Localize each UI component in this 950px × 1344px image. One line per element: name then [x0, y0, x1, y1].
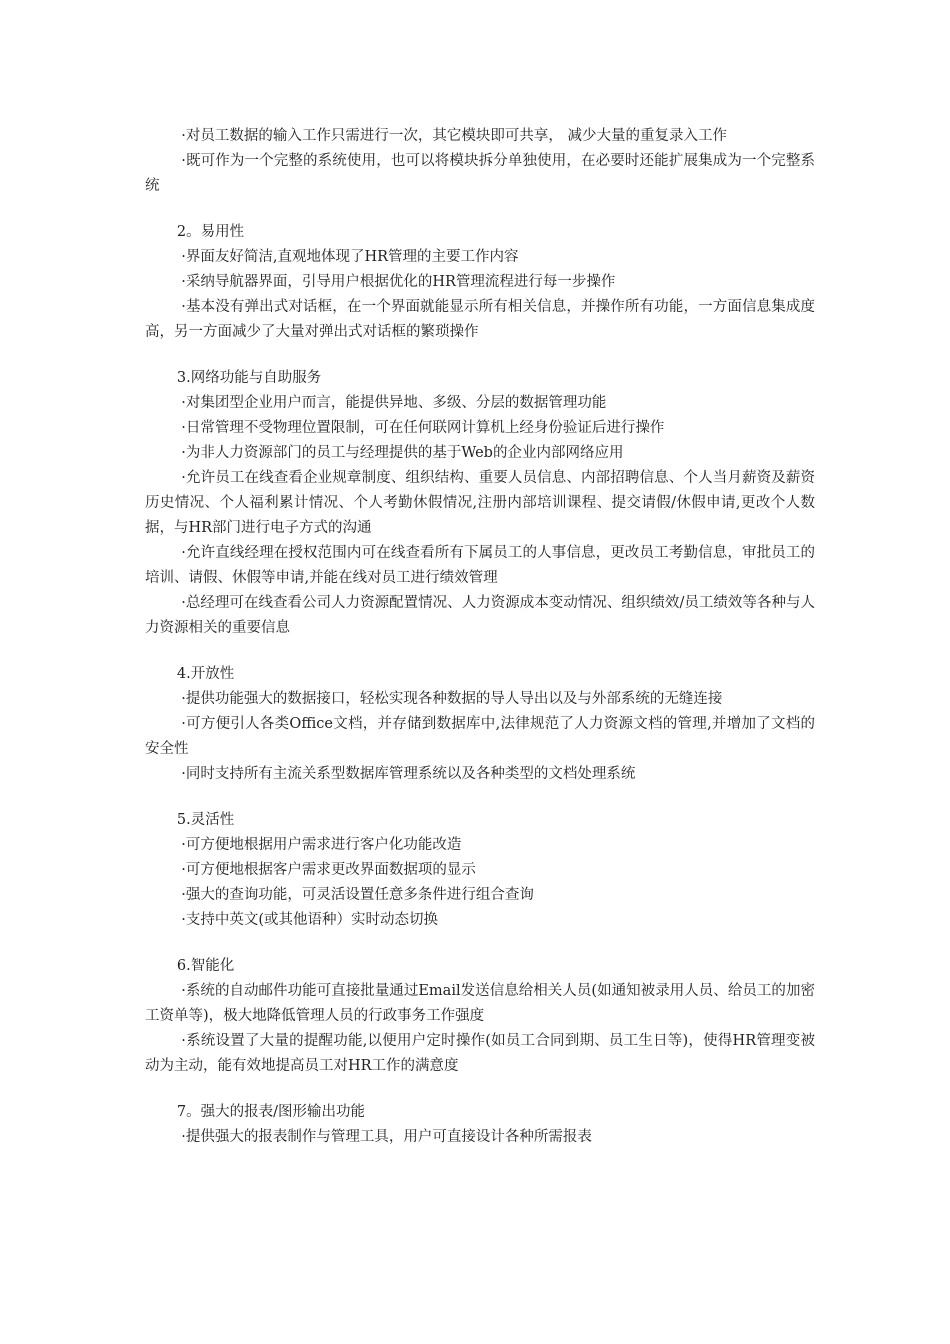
section-bullet: ·提供功能强大的数据接口，轻松实现各种数据的导人导出以及与外部系统的无缝连接 — [181, 691, 723, 707]
section-bullet: ·界面友好简洁,直观地体现了HR管理的主要工作内容 — [181, 249, 519, 265]
section-heading-flexibility: 5.灵活性 — [176, 812, 235, 828]
section-bullet: ·允许员工在线查看企业规章制度、组织结构、重要人员信息、内部招聘信息、个人当月薪资及薪资历史情况、个人福利累计情况、个人考勤休假情况,注册内部培训课程、提交请假/休假申请,更改个人数据，与HR部门进行电子方式的沟通 — [145, 470, 815, 536]
section-bullet: ·系统的自动邮件功能可直接批量通过Email发送信息给相关人员(如通知被录用人员、给员工的加密工资单等)，极大地降低管理人员的行政事务工作强度 — [145, 983, 815, 1024]
section-bullet: ·系统设置了大量的提醒功能,以便用户定时操作(如员工合同到期、员工生日等)，使得HR管理变被动为主动，能有效地提高员工对HR工作的满意度 — [145, 1033, 815, 1074]
paragraph-gap — [145, 787, 815, 808]
paragraph-gap — [145, 641, 815, 662]
document-page — [145, 124, 815, 1150]
intro-bullet: ·对员工数据的输入工作只需进行一次，其它模块即可共享， 减少大量的重复录入工作 — [181, 128, 727, 144]
intro-bullet: ·既可作为一个完整的系统使用，也可以将模块拆分单独使用，在必要时还能扩展集成为一个完整系统 — [145, 153, 815, 194]
section-bullet: ·支持中英文(或其他语种）实时动态切换 — [181, 912, 439, 928]
section-heading-intelligence: 6.智能化 — [176, 958, 235, 974]
section-bullet: ·可方便地根据客户需求更改界面数据项的显示 — [181, 862, 476, 878]
section-bullet: ·采纳导航器界面，引导用户根据优化的HR管理流程进行每一步操作 — [181, 274, 616, 290]
section-bullet: ·允许直线经理在授权范围内可在线查看所有下属员工的人事信息，更改员工考勤信息，审批员工的培训、请假、休假等申请,并能在线对员工进行绩效管理 — [145, 545, 815, 586]
paragraph-gap — [145, 199, 815, 220]
section-bullet: ·为非人力资源部门的员工与经理提供的基于Web的企业内部网络应用 — [181, 445, 624, 461]
section-bullet: ·对集团型企业用户而言，能提供异地、多级、分层的数据管理功能 — [181, 395, 607, 411]
section-bullet: ·可方便引人各类Office文档，并存储到数据库中,法律规范了人力资源文档的管理,并增加了文档的安全性 — [145, 716, 815, 757]
section-bullet: ·同时支持所有主流关系型数据库管理系统以及各种类型的文档处理系统 — [181, 766, 636, 782]
section-heading-network: 3.网络功能与自助服务 — [176, 370, 322, 386]
section-bullet: ·可方便地根据用户需求进行客户化功能改造 — [181, 837, 462, 853]
section-bullet: ·总经理可在线查看公司人力资源配置情况、人力资源成本变动情况、组织绩效/员工绩效等各种与人力资源相关的重要信息 — [145, 595, 815, 636]
paragraph-gap — [145, 1079, 815, 1100]
paragraph-gap — [145, 933, 815, 954]
section-bullet: ·强大的查询功能，可灵活设置任意多条件进行组合查询 — [181, 887, 534, 903]
section-bullet: ·提供强大的报表制作与管理工具，用户可直接设计各种所需报表 — [181, 1129, 592, 1145]
section-heading-openness: 4.开放性 — [176, 666, 235, 682]
section-bullet: ·基本没有弹出式对话框，在一个界面就能显示所有相关信息，并操作所有功能，一方面信息集成度高，另一方面减少了大量对弹出式对话框的繁琐操作 — [145, 299, 815, 340]
paragraph-gap — [145, 345, 815, 366]
section-bullet: ·日常管理不受物理位置限制，可在任何联网计算机上经身份验证后进行操作 — [181, 420, 665, 436]
section-heading-usability: 2。易用性 — [176, 224, 245, 240]
section-heading-reports: 7。强大的报表/图形输出功能 — [176, 1104, 366, 1120]
